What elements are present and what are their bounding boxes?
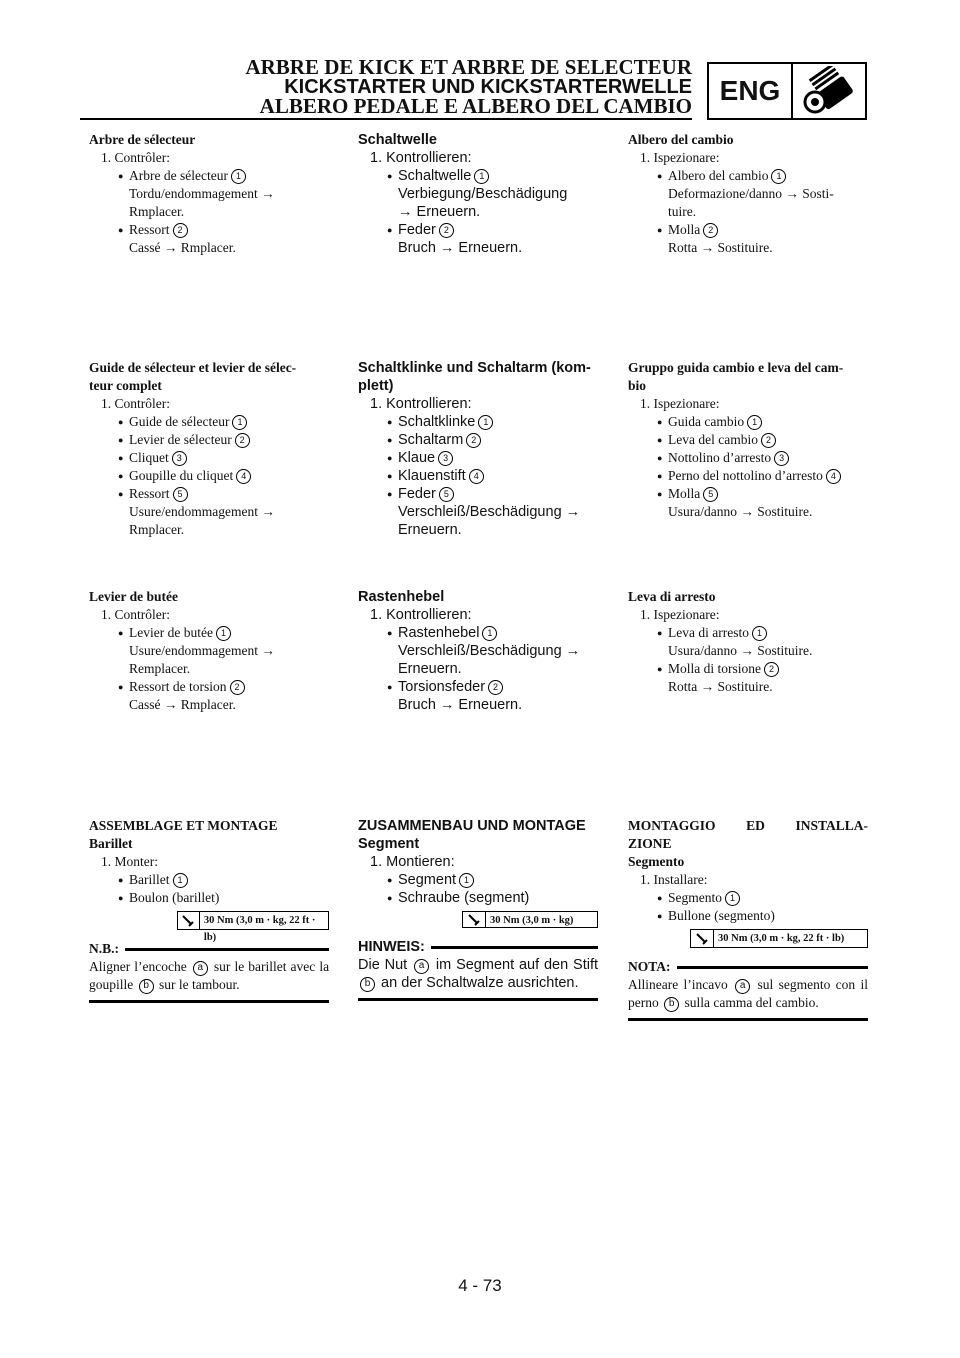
list-item: ● Rastenhebel 1 — [358, 624, 598, 642]
list-item: ● Goupille du cliquet 4 — [89, 467, 329, 485]
list-item: ● Levier de butée 1 — [89, 624, 329, 642]
fr-section-shift-shaft: Arbre de sélecteur 1. Contrôler: ● Arbre de sélecteur 1 Tordu/endommagement → Rmplacer. ● Ressort 2 Cassé → Rmplacer. — [89, 131, 329, 257]
note-header: NOTA: — [628, 958, 868, 976]
header-rule — [80, 118, 692, 120]
badge-label: ENG — [709, 64, 793, 118]
de-section-stopper-lever: Rastenhebel 1. Kontrollieren: ● Rastenhebel 1 Verschleiß/Beschädigung → Erneuern. ● Torsionsfeder 2 Bruch → Erneuern. — [358, 588, 598, 714]
list-item: ● Schraube (segment) — [358, 889, 598, 907]
step: 1. Ispezionare: — [640, 150, 720, 165]
step: 1. Ispezionare: — [640, 396, 720, 411]
header-title-it: ALBERO PEDALE E ALBERO DEL CAMBIO — [259, 94, 692, 118]
section-title: Gruppo guida cambio e leva del cam- — [628, 360, 844, 375]
list-item: ● Albero del cambio 1 — [628, 167, 868, 185]
engine-piston-icon — [793, 64, 865, 118]
fr-section-stopper-lever: Levier de butée 1. Contrôler: ● Levier de butée 1 Usure/endommagement → Remplacer. ● Ressort de torsion 2 Cassé → Rmplacer. — [89, 588, 329, 714]
note-rule — [628, 1018, 868, 1021]
step: 1. Installare: — [640, 872, 708, 887]
note-header: N.B.: — [89, 940, 329, 958]
torque-wrench-icon — [463, 912, 486, 927]
it-section-shift-guide: Gruppo guida cambio e leva del cam- bio 1. Ispezionare: ● Guida cambio 1 ● Leva del cambio 2 ● Nottolino d’arresto 3 ● Perno del nottolino d’arresto 4 ● Molla 5 Usura/danno → Sostituire. — [628, 359, 868, 521]
list-item: ● Bullone (segmento) — [628, 907, 868, 925]
step: 1. Monter: — [101, 854, 158, 869]
list-item: ● Nottolino d’arresto 3 — [628, 449, 868, 467]
section-title: Levier de butée — [89, 589, 178, 604]
list-item: ● Segment 1 — [358, 871, 598, 889]
de-section-shift-guide: Schaltklinke und Schaltarm (kom- plett) 1. Kontrollieren: ● Schaltklinke 1 ● Schaltarm 2 ● Klaue 3 ● Klauenstift 4 ● Feder 5 Verschleiß/Beschädigung → Erneuern. — [358, 359, 598, 539]
de-section-assembly: ZUSAMMENBAU UND MONTAGE Segment 1. Montieren: ● Segment 1 ● Schraube (segment) 30 Nm (3,0 m · kg) HINWEIS: Die Nut a im Segment auf den Stift b an der Schaltwalze ausrichten. — [358, 817, 598, 1001]
note-rule — [358, 998, 598, 1001]
step: 1. Contrôler: — [101, 150, 170, 165]
step: 1. Kontrollieren: — [370, 607, 472, 623]
callout-number: 1 — [231, 169, 246, 184]
list-item: ● Ressort de torsion 2 — [89, 678, 329, 696]
callout-number: 2 — [173, 223, 188, 238]
torque-spec: 30 Nm (3,0 m · kg, 22 ft · lb) — [177, 911, 329, 930]
section-title: MONTAGGIO ED INSTALLA- — [628, 818, 868, 833]
list-item: ● Leva del cambio 2 — [628, 431, 868, 449]
note-text: Die Nut a im Segment auf den Stift b an der Schaltwalze ausrichten. — [358, 957, 598, 991]
list-item: ● Molla 5 — [628, 485, 868, 503]
list-item: ● Leva di arresto 1 — [628, 624, 868, 642]
fr-section-assembly: ASSEMBLAGE ET MONTAGE Barillet 1. Monter: ● Barillet 1 ● Boulon (barillet) 30 Nm (3,0 m · kg, 22 ft · lb) N.B.: Aligner l’encoche a sur le barillet avec la goupille b sur le tambour. — [89, 817, 329, 1003]
section-title: Schaltklinke und Schaltarm (kom- — [358, 360, 591, 376]
step: 1. Kontrollieren: — [370, 150, 472, 166]
list-item: ● Feder 2 — [358, 221, 598, 239]
note-header: HINWEIS: — [358, 938, 598, 956]
section-title: Arbre de sélecteur — [89, 132, 196, 147]
torque-spec: 30 Nm (3,0 m · kg, 22 ft · lb) — [690, 929, 868, 948]
list-item: ● Arbre de sélecteur 1 — [89, 167, 329, 185]
note-rule — [89, 1000, 329, 1003]
note-text: Aligner l’encoche a sur le barillet avec la goupille b sur le tambour. — [89, 959, 330, 992]
section-title: Schaltwelle — [358, 132, 437, 148]
list-item: ● Klaue 3 — [358, 449, 598, 467]
section-title: Guide de sélecteur et levier de sélec- — [89, 360, 297, 375]
step: 1. Montieren: — [370, 854, 455, 870]
step: 1. Ispezionare: — [640, 607, 720, 622]
it-section-shift-shaft: Albero del cambio 1. Ispezionare: ● Albero del cambio 1 Deformazione/danno → Sosti- tuire. ● Molla 2 Rotta → Sostituire. — [628, 131, 868, 257]
section-title: Rastenhebel — [358, 589, 445, 605]
list-item: ● Molla 2 — [628, 221, 868, 239]
section-title: ZUSAMMENBAU UND MONTAGE — [358, 818, 586, 834]
section-badge — [707, 62, 867, 120]
it-section-assembly: MONTAGGIO ED INSTALLA- ZIONE Segmento 1. Installare: ● Segmento 1 ● Bullone (segmento) 30 Nm (3,0 m · kg, 22 ft · lb) NOTA: Allineare l’incavo a sul segmento con il perno b sulla camma del cambio. — [628, 817, 868, 1021]
step: 1. Contrôler: — [101, 607, 170, 622]
page-number: 4 - 73 — [458, 1276, 502, 1295]
list-item: ● Molla di torsione 2 — [628, 660, 868, 678]
list-item: ● Boulon (barillet) — [89, 889, 329, 907]
fr-section-shift-guide: Guide de sélecteur et levier de sélec- teur complet 1. Contrôler: ● Guide de sélecteur 1 ● Levier de sélecteur 2 ● Cliquet 3 ● Goupille du cliquet 4 ● Ressort 5 Usure/endommagement → Rmplacer. — [89, 359, 329, 539]
list-item: ● Schaltklinke 1 — [358, 413, 598, 431]
list-item: ● Klauenstift 4 — [358, 467, 598, 485]
list-item: ● Guide de sélecteur 1 — [89, 413, 329, 431]
section-title: Leva di arresto — [628, 589, 716, 604]
list-item: ● Barillet 1 — [89, 871, 329, 889]
torque-wrench-icon — [691, 930, 714, 947]
list-item: ● Cliquet 3 — [89, 449, 329, 467]
note-text: Allineare l’incavo a sul segmento con il perno b sulla camma del cambio. — [628, 977, 868, 1010]
section-title: ASSEMBLAGE ET MONTAGE — [89, 818, 278, 833]
list-item: ● Segmento 1 — [628, 889, 868, 907]
header-title-de: KICKSTARTER UND KICKSTARTERWELLE — [284, 76, 692, 98]
step: 1. Contrôler: — [101, 396, 170, 411]
list-item: ● Perno del nottolino d’arresto 4 — [628, 467, 868, 485]
list-item: ● Levier de sélecteur 2 — [89, 431, 329, 449]
section-title: Albero del cambio — [628, 132, 734, 147]
list-item: ● Guida cambio 1 — [628, 413, 868, 431]
header-title-fr: ARBRE DE KICK ET ARBRE DE SELECTEUR — [245, 55, 692, 79]
list-item: ● Ressort 2 — [89, 221, 329, 239]
list-item: ● Torsionsfeder 2 — [358, 678, 598, 696]
list-item: ● Schaltarm 2 — [358, 431, 598, 449]
torque-wrench-icon — [178, 912, 200, 929]
list-item: ● Feder 5 — [358, 485, 598, 503]
list-item: ● Schaltwelle 1 — [358, 167, 598, 185]
torque-spec: 30 Nm (3,0 m · kg) — [462, 911, 598, 928]
de-section-shift-shaft: Schaltwelle 1. Kontrollieren: ● Schaltwelle 1 Verbiegung/Beschädigung → Erneuern. ● Feder 2 Bruch → Erneuern. — [358, 131, 598, 257]
step: 1. Kontrollieren: — [370, 396, 472, 412]
list-item: ● Ressort 5 — [89, 485, 329, 503]
it-section-stopper-lever: Leva di arresto 1. Ispezionare: ● Leva di arresto 1 Usura/danno → Sostituire. ● Molla di torsione 2 Rotta → Sostituire. — [628, 588, 868, 696]
